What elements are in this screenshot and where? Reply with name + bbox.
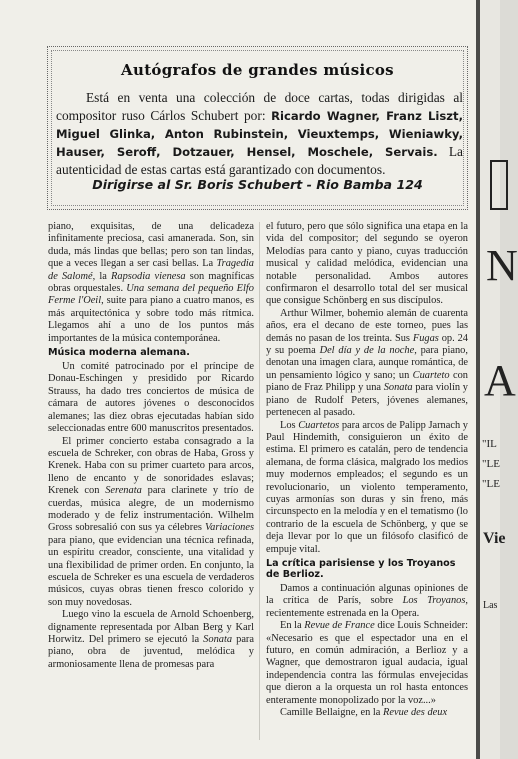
adjacent-page-fragment: "LE <box>482 478 500 490</box>
text-run: Damos a continuación algunas opiniones de la crítica de París, sobre <box>266 582 468 607</box>
advertisement-authenticity: La autenticidad de estas cartas está garantizado con documentos. <box>56 144 463 177</box>
column-divider <box>259 222 260 740</box>
right-column <box>266 221 468 719</box>
paragraph: el futuro, pero que sólo significa una etapa en la vida del compositor; del segundo se oyeron Melodías para canto y piano, cuyas traducción musical y calidad melódica, evidencian una notable personalidad. Ambos autores confirmaron el desarrollo total del ser musical que consigue Schönberg en sus discípulos. <box>266 221 468 307</box>
work-title: Sonata <box>203 634 233 645</box>
work-title: Del día y de la noche <box>319 345 415 357</box>
work-title: Serenata <box>105 485 142 497</box>
text-run: Luego vino la escuela de Arnold Schoenberg, dignamente representada por Alban Berg y Karl Horwitz. Del primero se ejecutó la <box>48 609 254 645</box>
text-run: Camille Bellaigne, en la <box>280 707 384 719</box>
text-run: dice Louis Schneider: «Necesario es que el espectador una en el futuro, en común admiración, a Berlioz y a Wagner, que demostraron igual audacia, igual independencia contra las fórmulas envejecidas que dieron a la orquesta un rol hasta entonces enteramente monopolizado por la voz...» <box>266 620 468 706</box>
work-title: Sonata <box>383 382 413 394</box>
text-run: con piano de Fraz Philipp y una <box>266 369 469 394</box>
text-run: para piano, obra de juventud, melódica y armoniosamente llena de promesas para <box>48 634 255 670</box>
work-title: Una semana del pequeño Elfo Ferme l'Oeil <box>48 283 254 307</box>
left-column <box>48 221 254 671</box>
composer-names: Ricardo Wagner, Franz Liszt, Miguel Glinka, Anton Rubinstein, Vieuxtemps, Wieniawky, Hauser, Seroff, Dotzauer, Hensel, Moschele, Servais. <box>56 109 463 159</box>
adjacent-page-fragment: A <box>484 356 516 405</box>
paragraph <box>266 707 468 719</box>
adjacent-page-fragment: N <box>486 241 518 290</box>
text-run: Arthur Wilmer, bohemio alemán de cuarenta años, era el decano de este torneo, pues las demás no pasan de los treinta. Sus <box>266 307 468 344</box>
text-run: , suite para piano a cuatro manos, es más arquitectónica y sobre todo más rítmica. Llegamos ahí a uno de los puntos más importantes de la música contemporánea. <box>48 295 255 344</box>
text-run: para piano, que evidencian una técnica refinada, un espíritu creador, consciente, una vitalidad y una flexibilidad de primer orden. En conjunto, la escuela de Schreker es una escuela de verdaderos músicos, cuyas obras tienen fresco colorido y son muy novedosas. <box>48 534 254 608</box>
text-run: piano, exquisitas, de una delicadeza infinitamente preciosa, casi amanerada. Son, sin duda, más lindas que bellas; pero son tan lindas, que a veces llegan a ser casi bellas. La <box>48 221 254 270</box>
adjacent-page-fragment: "IL <box>482 438 497 450</box>
adjacent-page-fragment: Vie <box>483 530 506 547</box>
work-title: Revue des deux <box>383 707 448 719</box>
advertisement-box <box>47 46 468 210</box>
work-title: Los Troyanos <box>402 595 466 607</box>
work-title: Fugas <box>412 332 439 344</box>
text-run: para violín y piano de Rudolf Peters, jóvenes alemanes, pertenecen al pasado. <box>266 382 468 419</box>
work-title: Variaciones <box>204 522 254 534</box>
paragraph <box>266 620 468 707</box>
advertisement-contact: Dirigirse al Sr. Boris Schubert - Rio Bamba 124 <box>92 177 423 192</box>
work-title: Cuartetos <box>298 419 340 431</box>
adjacent-page-edge <box>480 0 518 759</box>
paragraph: Un comité patrocinado por el príncipe de Donau-Eschingen y presidido por Ricardo Strauss, ha dado tres conciertos de música de cámara de autores jóvenes o desconocidos alemanes; las diez obras ejecutadas habían sido seleccionadas entre 600 manuscritos presentados. <box>48 361 254 435</box>
section-heading: Música moderna alemana. <box>48 347 190 359</box>
text-run: En la <box>280 620 305 632</box>
text-run: op. 24 y su poema <box>266 332 468 357</box>
advertisement-body <box>56 89 463 179</box>
paragraph <box>266 420 468 556</box>
text-run: son magníficas obras orquestales. <box>48 270 254 295</box>
adjacent-page-fragment: "LE <box>482 458 500 470</box>
advertisement-line-2-prefix: compositor ruso Cárlos Schubert por: <box>56 108 272 123</box>
paragraph <box>48 609 254 671</box>
adjacent-page-frame <box>490 160 508 210</box>
work-title: Cuarteto <box>412 369 450 381</box>
work-title: Tragedia de Salomé <box>48 258 254 282</box>
text-run: , recientemente estrenada en la Opera. <box>266 595 468 619</box>
text-run: para arcos de Palipp Jarnach y Paul Hindemith, consiguieron un éxito de estima. El primero es catalán, pero de tendencia alemana, de forma clásica, malgrado los medios muy modernos empleados; el segundo es un revolucionario, un violento temperamento, cuyas armonías son duras y sin freno, más circunspecto en la melodía y en el tematismo (lo contrario de la escuela de Schönberg, y que se deja llevar por lo que un filósofo clasificó de empuje vital. <box>266 419 468 555</box>
paragraph <box>48 436 254 610</box>
text-run: Los <box>280 419 299 431</box>
text-run: El primer concierto estaba consagrado a la escuela de Schreker, con obras de Haba, Gross y Krenek. Haba con su primer cuarteto para arcos, lleno de encanto y de sonoridades eslavas; Krenek con <box>48 435 254 497</box>
work-title: Revue de France <box>304 620 375 632</box>
text-run: para clarinete y trío de cuerdas, música alegre, de un modernismo moderado y de feliz instrumentación. Wilhelm Gross sobresalió con sus ya célebres <box>48 485 254 534</box>
advertisement-line-1: Está en venta una colección de doce cartas, todas dirigidas al <box>86 90 463 105</box>
paragraph <box>266 308 468 420</box>
paragraph <box>48 221 254 345</box>
work-title: Rapsodia vienesa <box>111 270 186 282</box>
section-heading: La crítica parisiense y los Troyanos de Berlioz. <box>266 557 456 580</box>
advertisement-title: Autógrafos de grandes músicos <box>121 61 394 79</box>
adjacent-page-fragment: Las <box>483 600 498 611</box>
text-run: , para piano, denotan una imagen clara, aunque romántica, de un pensamiento lógico y sano; un <box>266 345 468 381</box>
paragraph <box>266 583 468 620</box>
text-run: , la <box>92 270 112 282</box>
